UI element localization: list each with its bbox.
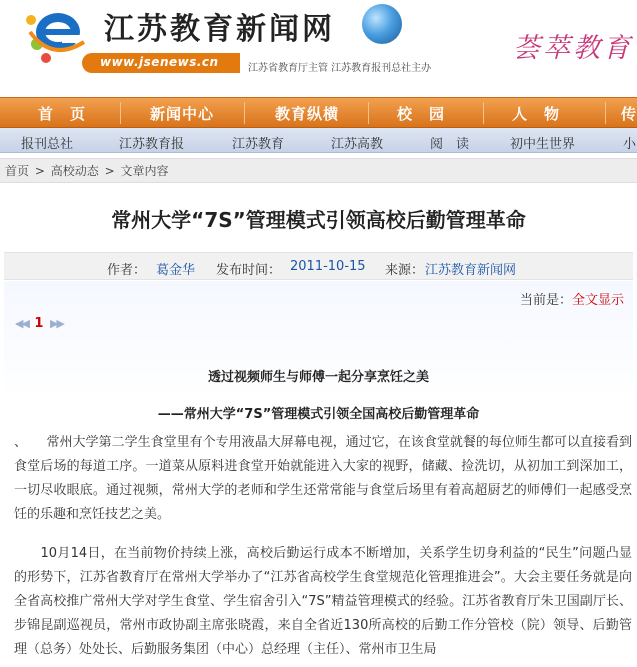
nav-item-more[interactable]: 传 (621, 105, 637, 123)
subnav-item-jiangsu-higher-edu[interactable]: 江苏高教 (331, 137, 384, 152)
breadcrumb-category[interactable]: 高校动态 (50, 164, 99, 178)
author-label: 作者： (107, 263, 147, 278)
article-paragraph: 10月14日，在当前物价持续上涨，高校后勤运行成本不断增加，关系学生切身利益的“民生”问题凸显的形势下，江苏省教育厅在常州大学举办了“江苏省高校学生食堂规范化管理推进会”。大会主要任务就是向全省高校推广常州大学对学生食堂、学生宿舍引入“7S”精益管理模式的经验。江苏省教育厅朱卫国副厅长、步锦昆副巡视员，常州市政协副主席张晓霞，来自全省近130所高校的后勤工作分管校（院）领导、后勤管理（总务）处处长、后勤服务集团（中心）总经理（主任）、常州市卫生局 (14, 546, 632, 657)
site-header (0, 0, 637, 97)
full-text-link[interactable]: 全文显示 (572, 293, 625, 308)
date-label: 发布时间： (216, 263, 282, 278)
subnav-item-reading[interactable]: 阅 读 (430, 137, 470, 152)
nav-divider (605, 102, 606, 124)
article-subheading: ——常州大学“7S”管理模式引领全国高校后勤管理革命 (157, 407, 480, 422)
promo-banner[interactable]: 荟萃教育 (513, 33, 633, 64)
nav-divider (483, 102, 484, 124)
pagination (15, 316, 63, 331)
nav-item-campus[interactable]: 校 园 (397, 105, 446, 123)
subnav-item-jiangsu-edu[interactable]: 江苏教育 (232, 137, 285, 152)
article-paragraph: 、 常州大学第二学生食堂里有个专用液晶大屏幕电视，通过它，在该食堂就餐的每位师生都可以直接看到食堂后场的每道工序。一道菜从原料进食堂开始就能进入大家的视野，储藏、捡洗切，从初加工到深加工，一切尽收眼底。通过视频，常州大学的老师和学生还常常能与食堂后场里有着高超厨艺的师傅们一起感受烹饪的乐趣和烹饪技艺之美。 (14, 435, 632, 522)
breadcrumb (0, 158, 637, 183)
breadcrumb-current: 文章内容 (120, 164, 169, 178)
site-logo-icon[interactable] (22, 2, 88, 68)
last-page-icon[interactable]: ▶▶ (49, 317, 63, 330)
article-title: 常州大学“7S”管理模式引领高校后勤管理革命 (111, 208, 526, 232)
nav-item-home[interactable]: 首 页 (38, 105, 87, 123)
nav-divider (244, 102, 245, 124)
breadcrumb-home[interactable]: 首页 (5, 164, 30, 178)
author-link[interactable]: 葛金华 (156, 263, 196, 278)
display-mode-label: 当前是： (520, 293, 573, 308)
site-url: www.jsenews.cn (100, 55, 219, 69)
source-link[interactable]: 江苏教育新闻网 (425, 263, 517, 278)
first-page-icon[interactable]: ◀◀ (15, 317, 28, 330)
article-subheading: 透过视频师生与师傅一起分享烹饪之美 (207, 370, 429, 385)
subnav-item-press-group[interactable]: 报刊总社 (21, 137, 74, 152)
article-meta (4, 252, 633, 280)
nav-item-people[interactable]: 人 物 (512, 105, 561, 123)
nav-divider (368, 102, 369, 124)
breadcrumb-separator: > (34, 164, 45, 178)
source-label: 来源： (385, 263, 425, 278)
subnav-item-middle-school[interactable]: 初中生世界 (510, 137, 576, 152)
main-nav (0, 97, 637, 128)
globe-icon (362, 4, 402, 44)
current-page-number: 1 (34, 316, 44, 331)
nav-item-education[interactable]: 教育纵横 (275, 105, 340, 123)
nav-divider (120, 102, 121, 124)
breadcrumb-separator: > (104, 164, 115, 178)
nav-item-news-center[interactable]: 新闻中心 (150, 105, 215, 123)
publish-date: 2011-10-15 (290, 259, 366, 274)
subnav-item-more[interactable]: 小 (623, 137, 637, 152)
sub-nav (0, 128, 637, 153)
site-organizer: 江苏省教育厅主管 江苏教育报刊总社主办 (248, 63, 432, 74)
subnav-item-jiangsu-edu-daily[interactable]: 江苏教育报 (119, 137, 185, 152)
display-mode (520, 289, 624, 308)
site-title: 江苏教育新闻网 (104, 12, 335, 47)
